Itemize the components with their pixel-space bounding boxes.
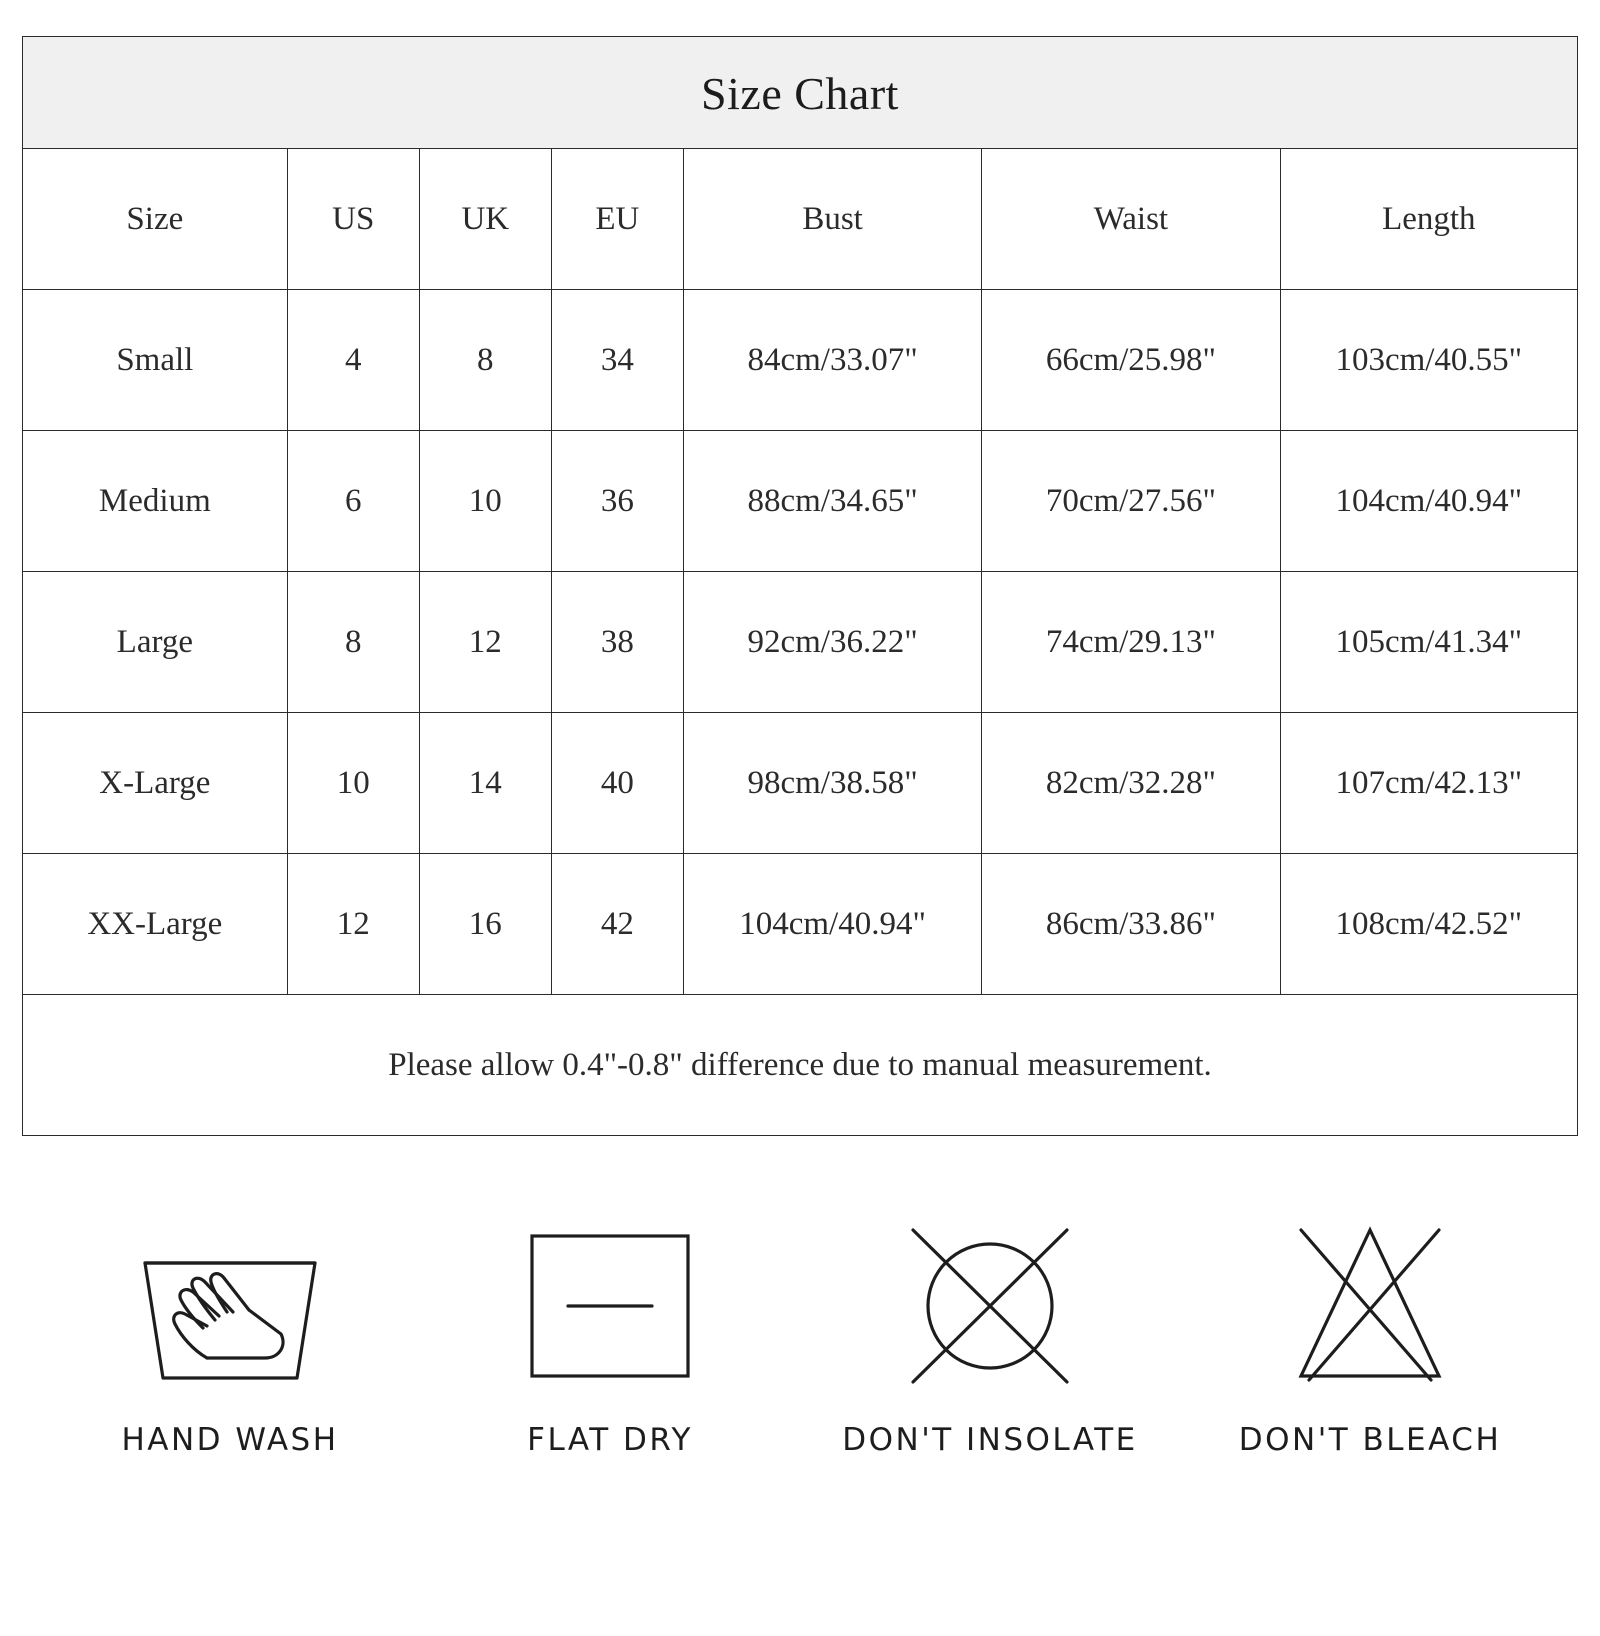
- table-header-row: [23, 149, 1577, 290]
- cell-us: 6: [287, 431, 419, 572]
- cell-us: 10: [287, 713, 419, 854]
- column-header-waist: Waist: [982, 149, 1280, 290]
- table-row: [23, 572, 1577, 713]
- cell-waist: 66cm/25.98": [982, 290, 1280, 431]
- cell-size: Medium: [23, 431, 287, 572]
- care-label-do-not-bleach: DON'T BLEACH: [1238, 1422, 1502, 1458]
- care-label-flat-dry: FLAT DRY: [527, 1422, 693, 1458]
- table-row: [23, 431, 1577, 572]
- cell-uk: 8: [419, 290, 551, 431]
- cell-bust: 88cm/34.65": [683, 431, 981, 572]
- column-header-length: Length: [1280, 149, 1577, 290]
- care-label-do-not-insolate: DON'T INSOLATE: [842, 1422, 1138, 1458]
- cell-waist: 82cm/32.28": [982, 713, 1280, 854]
- care-label-hand-wash: HAND WASH: [121, 1422, 339, 1458]
- cell-waist: 86cm/33.86": [982, 854, 1280, 995]
- column-header-size: Size: [23, 149, 287, 290]
- cell-length: 104cm/40.94": [1280, 431, 1577, 572]
- cell-size: X-Large: [23, 713, 287, 854]
- care-item-flat-dry: [440, 1208, 780, 1458]
- cell-uk: 10: [419, 431, 551, 572]
- table-row: [23, 713, 1577, 854]
- column-header-eu: EU: [551, 149, 683, 290]
- care-item-do-not-bleach: [1200, 1208, 1540, 1458]
- table-row: [23, 854, 1577, 995]
- table-row: [23, 290, 1577, 431]
- cell-bust: 98cm/38.58": [683, 713, 981, 854]
- cell-length: 105cm/41.34": [1280, 572, 1577, 713]
- cell-us: 12: [287, 854, 419, 995]
- cell-uk: 12: [419, 572, 551, 713]
- cell-eu: 34: [551, 290, 683, 431]
- cell-size: Small: [23, 290, 287, 431]
- cell-us: 4: [287, 290, 419, 431]
- measurement-note-row: [23, 995, 1577, 1136]
- care-instructions: [0, 1208, 1600, 1458]
- page-title: Size Chart: [23, 37, 1577, 149]
- cell-size: Large: [23, 572, 287, 713]
- cell-uk: 16: [419, 854, 551, 995]
- cell-eu: 42: [551, 854, 683, 995]
- cell-length: 107cm/42.13": [1280, 713, 1577, 854]
- do-not-insolate-icon: [883, 1208, 1098, 1398]
- cell-waist: 70cm/27.56": [982, 431, 1280, 572]
- cell-eu: 38: [551, 572, 683, 713]
- cell-size: XX-Large: [23, 854, 287, 995]
- column-header-us: US: [287, 149, 419, 290]
- size-chart-page: [0, 36, 1600, 1636]
- cell-bust: 92cm/36.22": [683, 572, 981, 713]
- size-chart-container: [22, 36, 1578, 1136]
- column-header-bust: Bust: [683, 149, 981, 290]
- cell-length: 108cm/42.52": [1280, 854, 1577, 995]
- do-not-bleach-icon: [1263, 1208, 1478, 1398]
- measurement-note: Please allow 0.4"-0.8" difference due to manual measurement.: [23, 995, 1577, 1136]
- cell-waist: 74cm/29.13": [982, 572, 1280, 713]
- cell-eu: 36: [551, 431, 683, 572]
- flat-dry-icon: [510, 1208, 710, 1398]
- care-item-do-not-insolate: [820, 1208, 1160, 1458]
- cell-uk: 14: [419, 713, 551, 854]
- care-item-hand-wash: [60, 1208, 400, 1458]
- cell-eu: 40: [551, 713, 683, 854]
- cell-us: 8: [287, 572, 419, 713]
- size-table: [23, 149, 1577, 1135]
- cell-length: 103cm/40.55": [1280, 290, 1577, 431]
- cell-bust: 104cm/40.94": [683, 854, 981, 995]
- hand-wash-icon: [115, 1208, 345, 1398]
- column-header-uk: UK: [419, 149, 551, 290]
- cell-bust: 84cm/33.07": [683, 290, 981, 431]
